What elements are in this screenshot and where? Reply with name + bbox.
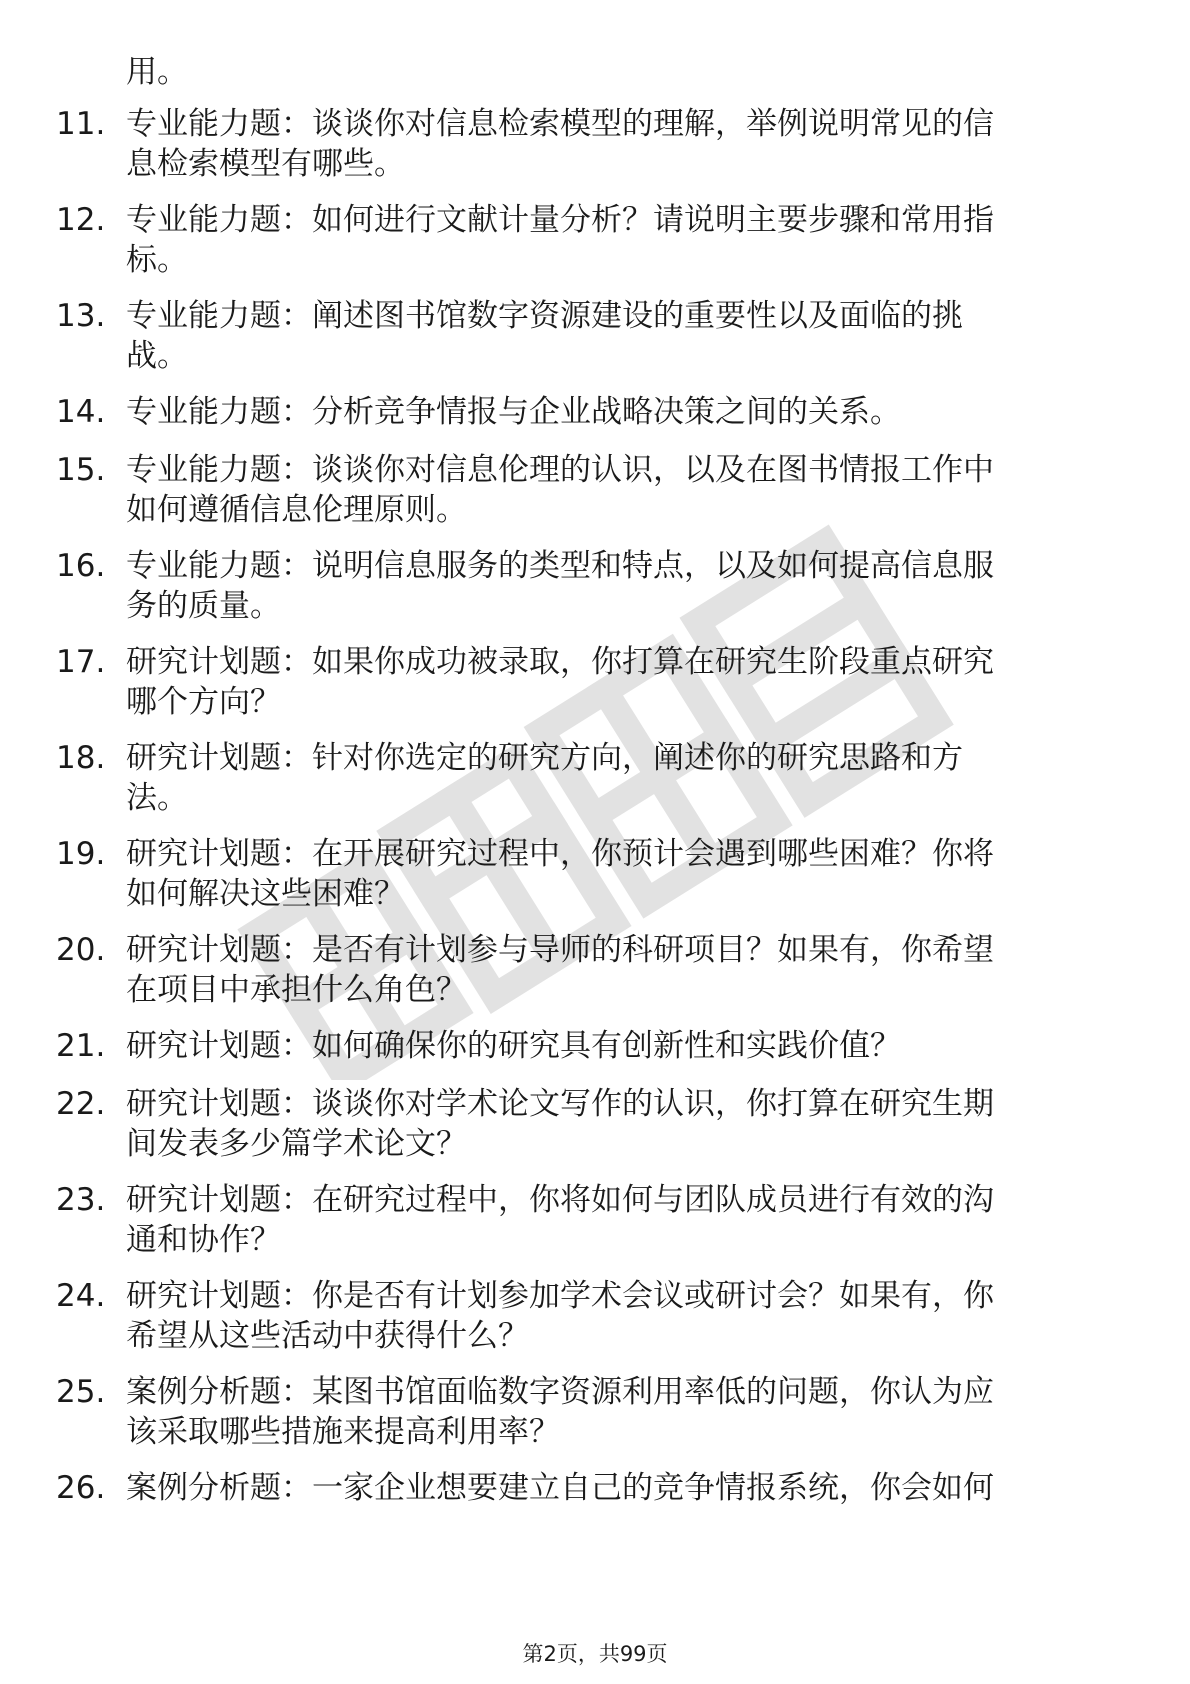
item-line: 研究计划题：针对你选定的研究方向，阐述你的研究思路和方 bbox=[126, 740, 963, 776]
item-text bbox=[126, 930, 1126, 1010]
item-number: 20. bbox=[56, 932, 106, 968]
item-text bbox=[126, 1468, 1126, 1508]
item-number: 15. bbox=[56, 452, 106, 488]
item-text bbox=[126, 1372, 1126, 1452]
item-text bbox=[126, 200, 1126, 280]
item-number: 12. bbox=[56, 202, 106, 238]
item-line: 间发表多少篇学术论文？ bbox=[126, 1126, 467, 1162]
item-line: 研究计划题：你是否有计划参加学术会议或研讨会？如果有，你 bbox=[126, 1278, 994, 1314]
item-text bbox=[126, 1026, 1126, 1066]
item-line: 案例分析题：一家企业想要建立自己的竞争情报系统，你会如何 bbox=[126, 1470, 994, 1506]
item-line: 研究计划题：在开展研究过程中，你预计会遇到哪些困难？你将 bbox=[126, 836, 994, 872]
item-line: 在项目中承担什么角色？ bbox=[126, 972, 467, 1008]
item-text bbox=[126, 1276, 1126, 1356]
item-line: 战。 bbox=[126, 338, 188, 374]
item-line: 哪个方向？ bbox=[126, 684, 281, 720]
item-text bbox=[126, 1084, 1126, 1164]
item-line: 专业能力题：谈谈你对信息伦理的认识，以及在图书情报工作中 bbox=[126, 452, 994, 488]
item-number: 25. bbox=[56, 1374, 106, 1410]
item-number: 22. bbox=[56, 1086, 106, 1122]
item-number: 13. bbox=[56, 298, 106, 334]
item-line: 如何遵循信息伦理原则。 bbox=[126, 492, 467, 528]
item-line: 息检索模型有哪些。 bbox=[126, 146, 405, 182]
item-number: 26. bbox=[56, 1470, 106, 1506]
item-number: 23. bbox=[56, 1182, 106, 1218]
item-line: 希望从这些活动中获得什么？ bbox=[126, 1318, 529, 1354]
item-number: 19. bbox=[56, 836, 106, 872]
item-number: 11. bbox=[56, 106, 106, 142]
item-line: 专业能力题：谈谈你对信息检索模型的理解，举例说明常见的信 bbox=[126, 106, 994, 142]
item-number: 17. bbox=[56, 644, 106, 680]
item-line: 专业能力题：说明信息服务的类型和特点，以及如何提高信息服 bbox=[126, 548, 994, 584]
continuation-line: 用。 bbox=[126, 54, 188, 90]
item-line: 如何解决这些困难？ bbox=[126, 876, 405, 912]
item-text bbox=[126, 104, 1126, 184]
item-number: 24. bbox=[56, 1278, 106, 1314]
item-line: 通和协作？ bbox=[126, 1222, 281, 1258]
item-line: 标。 bbox=[126, 242, 188, 278]
item-line: 专业能力题：如何进行文献计量分析？请说明主要步骤和常用指 bbox=[126, 202, 994, 238]
page-footer: 第2页，共99页 bbox=[522, 1642, 668, 1666]
item-line: 研究计划题：是否有计划参与导师的科研项目？如果有，你希望 bbox=[126, 932, 994, 968]
item-text bbox=[126, 546, 1126, 626]
item-number: 21. bbox=[56, 1028, 106, 1064]
item-number: 14. bbox=[56, 394, 106, 430]
item-line: 该采取哪些措施来提高利用率？ bbox=[126, 1414, 560, 1450]
item-line: 专业能力题：分析竞争情报与企业战略决策之间的关系。 bbox=[126, 394, 901, 430]
item-line: 案例分析题：某图书馆面临数字资源利用率低的问题，你认为应 bbox=[126, 1374, 994, 1410]
item-line: 研究计划题：谈谈你对学术论文写作的认识，你打算在研究生期 bbox=[126, 1086, 994, 1122]
item-number: 18. bbox=[56, 740, 106, 776]
item-text bbox=[126, 450, 1126, 530]
item-text bbox=[126, 296, 1126, 376]
item-line: 法。 bbox=[126, 780, 188, 816]
item-line: 研究计划题：在研究过程中，你将如何与团队成员进行有效的沟 bbox=[126, 1182, 994, 1218]
item-line: 研究计划题：如果你成功被录取，你打算在研究生阶段重点研究 bbox=[126, 644, 994, 680]
item-text bbox=[126, 738, 1126, 818]
item-line: 研究计划题：如何确保你的研究具有创新性和实践价值？ bbox=[126, 1028, 901, 1064]
item-text bbox=[126, 642, 1126, 722]
item-number: 16. bbox=[56, 548, 106, 584]
item-line: 务的质量。 bbox=[126, 588, 281, 624]
item-line: 专业能力题：阐述图书馆数字资源建设的重要性以及面临的挑 bbox=[126, 298, 963, 334]
item-text bbox=[126, 1180, 1126, 1260]
item-text bbox=[126, 834, 1126, 914]
item-text bbox=[126, 392, 1126, 432]
